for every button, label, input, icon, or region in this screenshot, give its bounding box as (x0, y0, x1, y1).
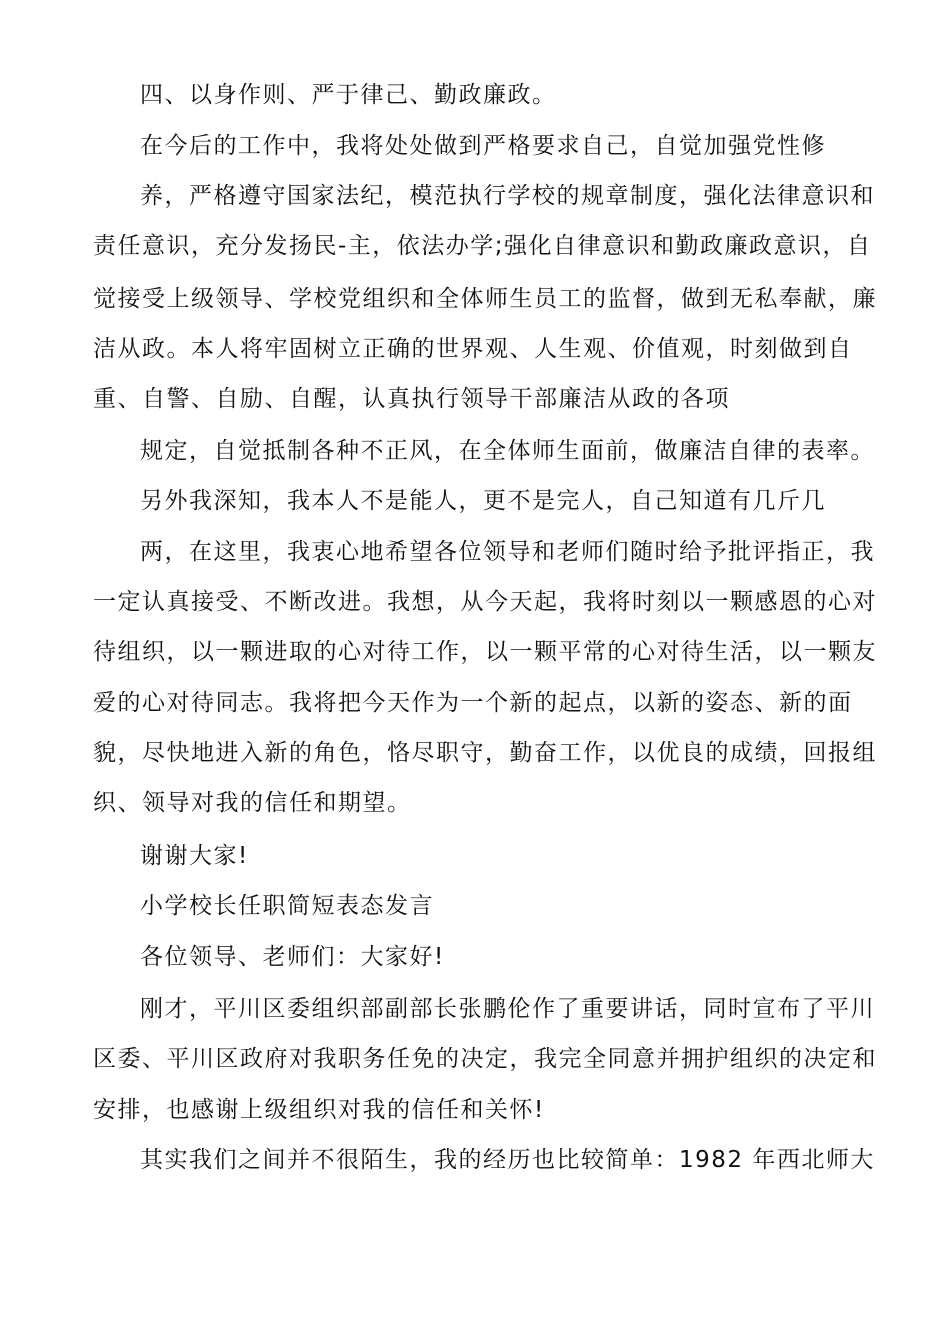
text-line: 安排，也感谢上级组织对我的信任和关怀! (93, 1097, 545, 1123)
text-line: 织、领导对我的信任和期望。 (93, 790, 412, 816)
text-line: 谢谢大家! (140, 843, 249, 869)
text-line: 在今后的工作中，我将处处做到严格要求自己，自觉加强党性修 (140, 133, 826, 159)
text-line: 区委、平川区政府对我职务任免的决定，我完全同意并拥护组织的决定和 (93, 1046, 877, 1072)
text-line: 爱的心对待同志。我将把今天作为一个新的起点，以新的姿态、新的面 (93, 690, 853, 716)
text-line: 另外我深知，我本人不是能人，更不是完人，自己知道有几斤几 (140, 488, 826, 514)
text-line: 待组织，以一颗进取的心对待工作，以一颗平常的心对待生活，以一颗友 (93, 639, 877, 665)
text-line: 责任意识，充分发扬民-主，依法办学;强化自律意识和勤政廉政意识，自 (93, 233, 872, 259)
text-line: 其实我们之间并不很陌生，我的经历也比较简单：1982 年西北师大 (140, 1147, 875, 1173)
text-line: 洁从政。本人将牢固树立正确的世界观、人生观、价值观，时刻做到自 (93, 336, 853, 362)
text-line: 一定认真接受、不断改进。我想，从今天起，我将时刻以一颗感恩的心对 (93, 589, 877, 615)
text-line: 刚才，平川区委组织部副部长张鹏伦作了重要讲话，同时宣布了平川 (140, 996, 875, 1022)
text-line: 四、以身作则、严于律己、勤政廉政。 (140, 82, 557, 108)
text-line: 貌，尽快地进入新的角色，恪尽职守，勤奋工作，以优良的成绩，回报组 (93, 740, 877, 766)
text-line: 觉接受上级领导、学校党组织和全体师生员工的监督，做到无私奉献，廉 (93, 286, 877, 312)
text-line: 规定，自觉抵制各种不正风，在全体师生面前，做廉洁自律的表率。 (140, 438, 875, 464)
text-line: 各位领导、老师们：大家好! (140, 944, 445, 970)
text-line: 两，在这里，我衷心地希望各位领导和老师们随时给予批评指正，我 (140, 539, 875, 565)
text-line: 小学校长任职简短表态发言 (140, 893, 434, 919)
text-line: 养，严格遵守国家法纪，模范执行学校的规章制度，强化法律意识和 (140, 183, 875, 209)
text-line: 重、自警、自励、自醒，认真执行领导干部廉洁从政的各项 (93, 386, 730, 412)
